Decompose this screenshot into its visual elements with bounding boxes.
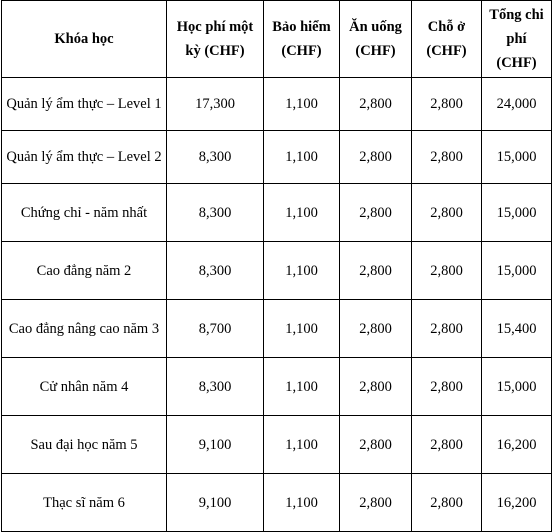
cell-tuition: 17,300 xyxy=(167,78,264,131)
table-row xyxy=(2,184,552,242)
header-tuition: Học phí một kỳ (CHF) xyxy=(167,1,264,78)
cell-food: 2,800 xyxy=(340,78,412,131)
cell-course: Cử nhân năm 4 xyxy=(2,358,167,416)
cell-tuition: 8,300 xyxy=(167,131,264,184)
table-header-row xyxy=(2,1,552,78)
table-row xyxy=(2,78,552,131)
cell-course: Quản lý ẩm thực – Level 1 xyxy=(2,78,167,131)
table-body xyxy=(2,78,552,532)
header-insurance: Bảo hiểm (CHF) xyxy=(264,1,340,78)
cell-food: 2,800 xyxy=(340,184,412,242)
table-row xyxy=(2,474,552,532)
cell-food: 2,800 xyxy=(340,474,412,532)
cell-tuition: 8,700 xyxy=(167,300,264,358)
cell-food: 2,800 xyxy=(340,131,412,184)
cell-insurance: 1,100 xyxy=(264,416,340,474)
tuition-fee-table xyxy=(1,0,552,532)
table-row xyxy=(2,358,552,416)
cell-accommodation: 2,800 xyxy=(412,184,482,242)
table-row xyxy=(2,242,552,300)
cell-total: 16,200 xyxy=(482,474,552,532)
table-row xyxy=(2,131,552,184)
cell-tuition: 8,300 xyxy=(167,242,264,300)
cell-accommodation: 2,800 xyxy=(412,242,482,300)
cell-accommodation: 2,800 xyxy=(412,474,482,532)
cell-course: Thạc sĩ năm 6 xyxy=(2,474,167,532)
header-food: Ăn uống (CHF) xyxy=(340,1,412,78)
cell-total: 15,400 xyxy=(482,300,552,358)
cell-total: 15,000 xyxy=(482,358,552,416)
cell-total: 15,000 xyxy=(482,131,552,184)
cell-course: Chứng chỉ - năm nhất xyxy=(2,184,167,242)
cell-food: 2,800 xyxy=(340,358,412,416)
cell-insurance: 1,100 xyxy=(264,131,340,184)
cell-tuition: 9,100 xyxy=(167,416,264,474)
table-row xyxy=(2,300,552,358)
cell-insurance: 1,100 xyxy=(264,474,340,532)
header-course: Khóa học xyxy=(2,1,167,78)
cell-course: Cao đẳng nâng cao năm 3 xyxy=(2,300,167,358)
cell-food: 2,800 xyxy=(340,300,412,358)
table-row xyxy=(2,416,552,474)
cell-course: Quản lý ẩm thực – Level 2 xyxy=(2,131,167,184)
cell-total: 15,000 xyxy=(482,184,552,242)
cell-accommodation: 2,800 xyxy=(412,78,482,131)
header-total: Tổng chi phí (CHF) xyxy=(482,1,552,78)
cell-accommodation: 2,800 xyxy=(412,131,482,184)
cell-total: 16,200 xyxy=(482,416,552,474)
cell-accommodation: 2,800 xyxy=(412,358,482,416)
cell-course: Cao đẳng năm 2 xyxy=(2,242,167,300)
cell-tuition: 8,300 xyxy=(167,184,264,242)
cell-insurance: 1,100 xyxy=(264,184,340,242)
cell-insurance: 1,100 xyxy=(264,78,340,131)
cell-food: 2,800 xyxy=(340,242,412,300)
cell-tuition: 9,100 xyxy=(167,474,264,532)
cell-accommodation: 2,800 xyxy=(412,300,482,358)
cell-total: 15,000 xyxy=(482,242,552,300)
cell-insurance: 1,100 xyxy=(264,358,340,416)
header-accommodation: Chỗ ở (CHF) xyxy=(412,1,482,78)
cell-tuition: 8,300 xyxy=(167,358,264,416)
cell-course: Sau đại học năm 5 xyxy=(2,416,167,474)
cell-food: 2,800 xyxy=(340,416,412,474)
cell-accommodation: 2,800 xyxy=(412,416,482,474)
cell-total: 24,000 xyxy=(482,78,552,131)
cell-insurance: 1,100 xyxy=(264,242,340,300)
cell-insurance: 1,100 xyxy=(264,300,340,358)
